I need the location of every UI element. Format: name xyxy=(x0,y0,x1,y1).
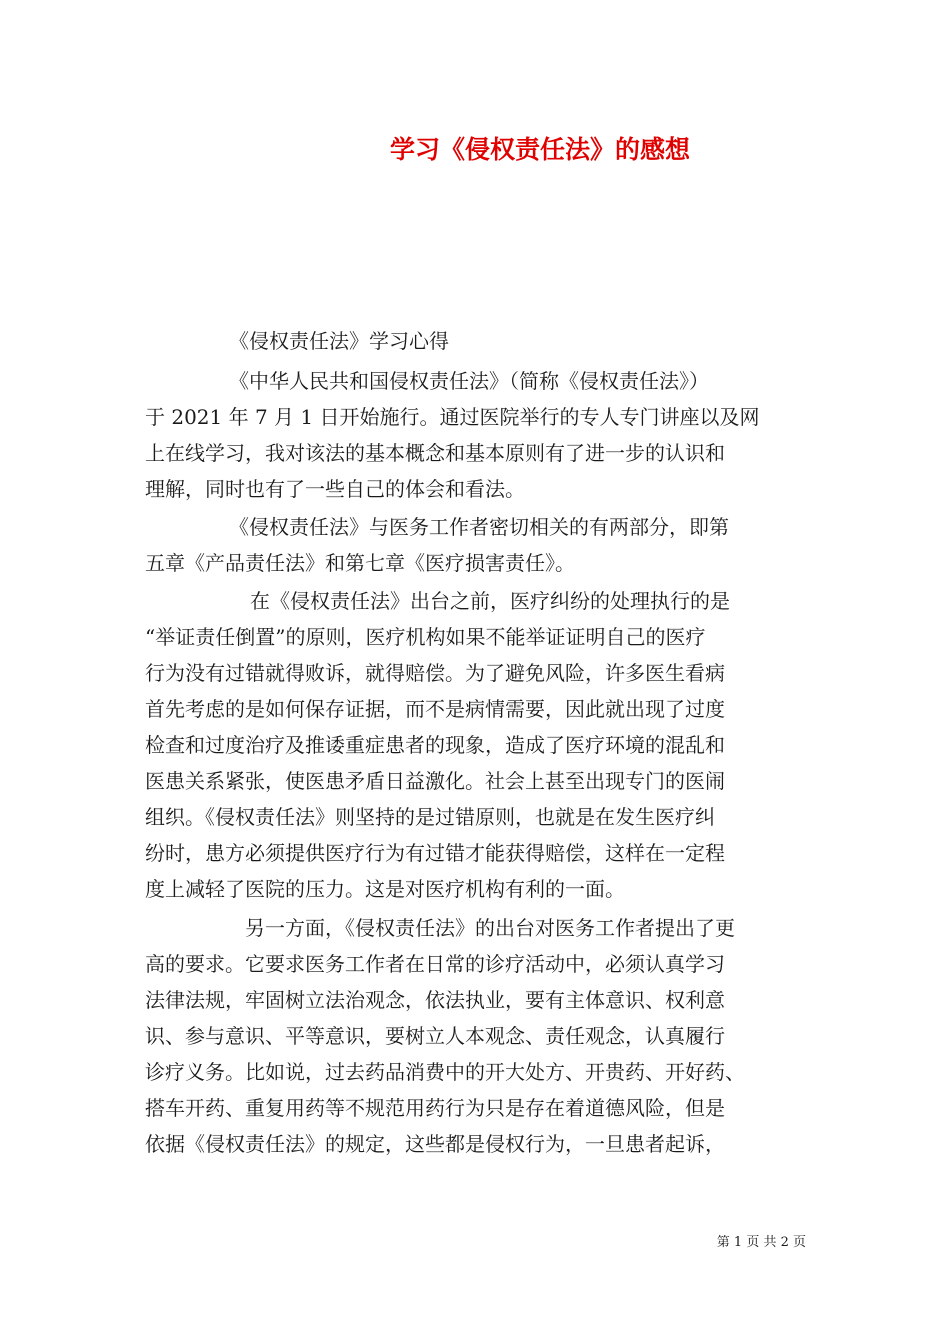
paragraph-4-line-5: 诊疗义务。比如说，过去药品消费中的开大处方、开贵药、开好药、 xyxy=(145,1060,745,1084)
paragraph-3-line-3: 行为没有过错就得败诉，就得赔偿。为了避免风险，许多医生看病 xyxy=(145,661,725,685)
paragraph-3-line-7: 组织。《侵权责任法》则坚持的是过错原则，也就是在发生医疗纠 xyxy=(145,805,715,829)
paragraph-3-line-9: 度上减轻了医院的压力。这是对医疗机构有利的一面。 xyxy=(145,877,625,901)
paragraph-4-line-4: 识、参与意识、平等意识，要树立人本观念、责任观念，认真履行 xyxy=(145,1024,725,1048)
document-title: 学习《侵权责任法》的感想 xyxy=(389,135,690,164)
paragraph-4-line-7: 依据《侵权责任法》的规定，这些都是侵权行为，一旦患者起诉， xyxy=(145,1132,725,1156)
paragraph-3-line-5: 检查和过度治疗及推诿重症患者的现象，造成了医疗环境的混乱和 xyxy=(145,733,725,757)
paragraph-2-line-1: 《侵权责任法》与医务工作者密切相关的有两部分，即第 xyxy=(229,515,729,539)
document-subtitle: 《侵权责任法》学习心得 xyxy=(229,329,449,353)
paragraph-3-line-6: 医患关系紧张，使医患矛盾日益激化。社会上甚至出现专门的医闹 xyxy=(145,769,725,793)
paragraph-4-line-6: 搭车开药、重复用药等不规范用药行为只是存在着道德风险，但是 xyxy=(145,1096,725,1120)
paragraph-3-line-1: 在《侵权责任法》出台之前，医疗纠纷的处理执行的是 xyxy=(250,589,730,613)
paragraph-4-line-2: 高的要求。它要求医务工作者在日常的诊疗活动中，必须认真学习 xyxy=(145,952,725,976)
paragraph-1-line-1: 《中华人民共和国侵权责任法》（简称《侵权责任法》） xyxy=(229,369,709,393)
paragraph-1-line-2: 于 2021 年 7 月 1 日开始施行。通过医院举行的专人专门讲座以及网 xyxy=(145,405,760,429)
page-footer: 第 1 页 共 2 页 xyxy=(716,1235,806,1250)
paragraph-4-line-1: 另一方面，《侵权责任法》的出台对医务工作者提出了更 xyxy=(245,916,735,940)
paragraph-3-line-8: 纷时，患方必须提供医疗行为有过错才能获得赔偿，这样在一定程 xyxy=(145,841,725,865)
paragraph-1-line-4: 理解，同时也有了一些自己的体会和看法。 xyxy=(145,477,525,501)
paragraph-3-line-2: “举证责任倒置”的原则，医疗机构如果不能举证证明自己的医疗 xyxy=(145,625,706,649)
paragraph-2-line-2: 五章《产品责任法》和第七章《医疗损害责任》。 xyxy=(145,551,575,575)
paragraph-3-line-4: 首先考虑的是如何保存证据，而不是病情需要，因此就出现了过度 xyxy=(145,697,725,721)
paragraph-1-line-3: 上在线学习，我对该法的基本概念和基本原则有了进一步的认识和 xyxy=(145,441,725,465)
paragraph-4-line-3: 法律法规，牢固树立法治观念，依法执业，要有主体意识、权利意 xyxy=(145,988,725,1012)
